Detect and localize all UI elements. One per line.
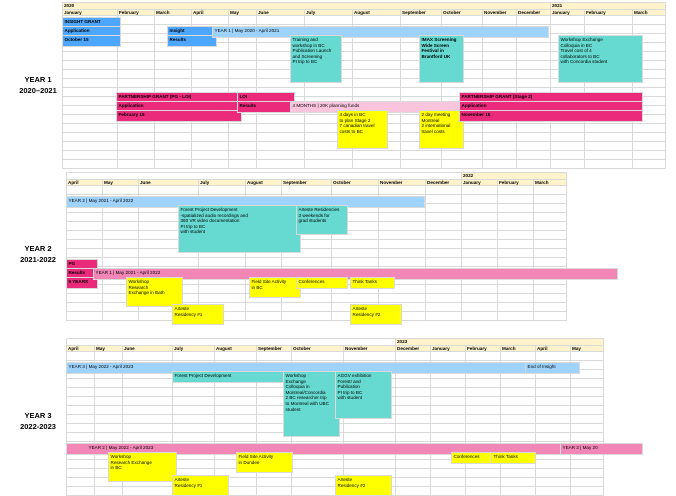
bar-line: YEAR 2 | May 2022 - April 2023 bbox=[88, 445, 154, 450]
bar-workshop-exchange-colloquia-montreal bbox=[283, 371, 340, 437]
section-1-month-header-row bbox=[63, 9, 666, 16]
month-header: December bbox=[426, 179, 462, 186]
bar-line: Exchange bbox=[285, 378, 306, 384]
bar-line: with student bbox=[180, 229, 206, 235]
section-2-month-header-row bbox=[67, 179, 567, 186]
section-2-year-header-row bbox=[67, 173, 567, 180]
bar-line: in BC bbox=[110, 465, 122, 471]
year-3-label bbox=[8, 410, 68, 432]
bar-pg-year1-may2021: YEAR 1 | May 2021 - April 2022 bbox=[93, 268, 618, 280]
bar-training-workshop-bc bbox=[290, 35, 342, 83]
bar-insight-october-15: October 15 bbox=[62, 35, 121, 47]
month-header: November bbox=[379, 179, 426, 186]
bar-year1-may2020: YEAR 1 | May 2020 - April 2021 bbox=[212, 26, 549, 38]
month-header: March bbox=[633, 9, 666, 16]
bar-arteste-residency-1 bbox=[172, 304, 224, 325]
month-header: September bbox=[257, 345, 292, 352]
month-header: May bbox=[103, 179, 139, 186]
month-header: May bbox=[229, 9, 257, 16]
bar-line: Montreal bbox=[421, 117, 440, 123]
month-header: March bbox=[501, 345, 536, 352]
month-header: December bbox=[517, 9, 551, 16]
bar-year3-may2022: YEAR 3 | May 2022 - April 2023 bbox=[66, 362, 530, 374]
year-3-label-line2: 2022-2023 bbox=[20, 422, 56, 431]
bar-line: 7 canadian travel bbox=[339, 123, 375, 129]
bar-line: Colloquia in bbox=[285, 384, 310, 390]
year-header-2023: 2023 bbox=[396, 339, 604, 346]
bar-line: Arteste bbox=[174, 477, 190, 482]
bar-insight-grant: INSIGHT GRANT bbox=[62, 17, 121, 29]
bar-line: Residency #1 bbox=[174, 311, 203, 317]
month-header: November bbox=[483, 9, 517, 16]
bar-line: PI trip to BC bbox=[337, 389, 363, 395]
year-1-label-line1: YEAR 1 bbox=[24, 75, 52, 84]
bar-line: Workshop Exchange bbox=[560, 37, 603, 42]
bar-line: Research Exchange bbox=[110, 459, 152, 465]
month-header: July bbox=[199, 179, 246, 186]
bar-insight-results-value: Results bbox=[167, 35, 217, 47]
month-header: June bbox=[257, 9, 305, 16]
bar-line: to plan Stage 2 bbox=[339, 117, 371, 123]
bar-line: 3 weekends for bbox=[298, 212, 330, 218]
month-header: October bbox=[292, 345, 344, 352]
bar-line: workshop in BC bbox=[292, 42, 325, 48]
month-header: June bbox=[139, 179, 199, 186]
bar-line: Publication bbox=[337, 384, 360, 390]
month-header: October bbox=[332, 179, 379, 186]
bar-line: Forest Project Development bbox=[180, 207, 238, 212]
year-header-2021: 2021 bbox=[551, 3, 666, 10]
bar-line: Travel cost of 4 bbox=[560, 48, 592, 54]
bar-imax-screening bbox=[419, 35, 464, 83]
year-3-label-line1: YEAR 3 bbox=[24, 411, 52, 420]
month-header: February bbox=[498, 179, 534, 186]
bar-arteste-residencies bbox=[296, 205, 348, 235]
month-header: November bbox=[344, 345, 396, 352]
bar-line: -spatialized audio recordings and bbox=[180, 212, 248, 218]
bar-year2-may2021: YEAR 2 | May 2021 - April 2022 bbox=[66, 196, 425, 208]
bar-line: Forest! and bbox=[337, 378, 361, 384]
year-header-spacer bbox=[67, 339, 396, 346]
bar-line: Research bbox=[128, 284, 149, 290]
year-header-spacer bbox=[67, 173, 462, 180]
bar-line: with student bbox=[337, 395, 363, 401]
bar-line: Residency #2 bbox=[352, 311, 381, 317]
bar-pg-year3-may2023: YEAR 3 | May 20 bbox=[560, 443, 643, 455]
bar-line: student bbox=[285, 406, 301, 412]
bar-line: costs to BC bbox=[339, 128, 363, 134]
bar-stage2-november-15: November 15 bbox=[459, 110, 643, 122]
bar-arteste-residency-2 bbox=[350, 304, 402, 325]
month-header: December bbox=[396, 345, 431, 352]
bar-line: AGGV exhibition bbox=[337, 373, 372, 378]
section-1-year-header-row bbox=[63, 3, 666, 10]
month-header: August bbox=[246, 179, 282, 186]
bar-pg-february-15: February 15 bbox=[116, 110, 242, 122]
bar-line: Brantford UK bbox=[421, 53, 451, 59]
bar-conferences: Conferences bbox=[296, 277, 348, 289]
bar-line: 360 VR video documentation bbox=[180, 218, 240, 224]
month-header: October bbox=[442, 9, 483, 16]
month-header: March bbox=[155, 9, 192, 16]
bar-line: Workshop bbox=[128, 279, 150, 284]
bar-line: Training and bbox=[292, 37, 318, 42]
bar-pg-application: Application bbox=[116, 101, 242, 113]
bar-forest-project-development bbox=[178, 205, 301, 253]
month-header: May bbox=[95, 345, 123, 352]
bar-partnership-grant-loi: PARTNERSHIP GRANT (PG - LOI) bbox=[116, 92, 242, 104]
bar-pg-results: Results bbox=[66, 268, 98, 280]
bar-workshop-research-exchange-bc bbox=[108, 452, 177, 482]
month-header: March bbox=[534, 179, 567, 186]
month-header: June bbox=[123, 345, 173, 352]
month-header: February bbox=[466, 345, 501, 352]
month-header: February bbox=[118, 9, 155, 16]
bar-line: travel costs bbox=[421, 128, 445, 134]
bar-line: grad students bbox=[298, 218, 327, 224]
bar-line: with Concordia student bbox=[560, 59, 608, 65]
bar-line: Exchange in Bath bbox=[128, 290, 165, 296]
bar-line: Wide Screen bbox=[421, 42, 450, 48]
bar-insight-results-label: Insight bbox=[167, 26, 217, 38]
month-header: January bbox=[462, 179, 498, 186]
bar-line: to Montreal with UBC bbox=[285, 400, 329, 406]
bar-line: collaborators to BC bbox=[560, 53, 600, 59]
bar-line: 2 day meeting bbox=[421, 112, 451, 117]
year-2-label bbox=[8, 243, 68, 265]
month-header: May bbox=[571, 345, 604, 352]
month-header: August bbox=[353, 9, 401, 16]
month-header: July bbox=[173, 345, 215, 352]
bar-loi-results: Results bbox=[237, 101, 295, 113]
bar-line: 4 days in BC bbox=[339, 112, 366, 117]
section-3-month-header-row bbox=[67, 345, 604, 352]
bar-line: IMAX Screening bbox=[421, 37, 457, 42]
bar-line: Colloquia in BC bbox=[560, 42, 593, 48]
month-header: April bbox=[67, 345, 95, 352]
bar-field-site-activity-bc bbox=[249, 277, 301, 298]
bar-think-tanks-y3: Think Tanks bbox=[491, 452, 536, 464]
month-header: February bbox=[585, 9, 633, 16]
bar-conferences-y3: Conferences bbox=[451, 452, 496, 464]
bar-pg-5-years: 5 YEARS bbox=[66, 277, 98, 289]
month-header: April bbox=[67, 179, 103, 186]
bar-line: Residency #2 bbox=[337, 482, 366, 488]
year-header-2020: 2020 bbox=[63, 3, 551, 10]
bar-line: Arteste bbox=[337, 477, 353, 482]
year-2-label-line2: 2021-2022 bbox=[20, 255, 56, 264]
bar-field-site-activity-dundee bbox=[236, 452, 293, 473]
bar-workshop-exchange-colloquia bbox=[558, 35, 643, 83]
bar-line: Arteste Residencies bbox=[298, 207, 340, 212]
bar-line: Field Site Activity bbox=[238, 454, 274, 459]
bar-2-day-meeting-montreal bbox=[419, 110, 464, 149]
bar-4-months-planning-funds: 4 MONTHS | 20K planning funds bbox=[290, 101, 464, 113]
month-header: September bbox=[282, 179, 332, 186]
section-3-year-header-row bbox=[67, 339, 604, 346]
month-header: July bbox=[305, 9, 353, 16]
year-header-2022: 2022 bbox=[462, 173, 567, 180]
bar-line: Workshop bbox=[285, 373, 307, 378]
month-header: April bbox=[536, 345, 571, 352]
month-header: January bbox=[431, 345, 466, 352]
month-header: April bbox=[192, 9, 229, 16]
bar-end-of-insight: End of Insight bbox=[525, 362, 580, 374]
bar-line: Montreal/Concordia bbox=[285, 389, 326, 395]
bar-line: Festival in bbox=[421, 48, 444, 54]
bar-line: in Dundee bbox=[238, 459, 260, 465]
bar-line: PI trip to BC bbox=[292, 59, 318, 65]
bar-loi-label: LOI bbox=[237, 92, 295, 104]
year-2-label-line1: YEAR 2 bbox=[24, 244, 52, 253]
bar-line: 2 BC researcher trip bbox=[285, 395, 327, 401]
bar-think-tanks: Think Tanks bbox=[350, 277, 395, 289]
bar-aggv-exhibition bbox=[335, 371, 392, 419]
bar-line: 2 international bbox=[421, 123, 451, 129]
bar-workshop-research-exchange-bath bbox=[126, 277, 183, 307]
bar-line: Arteste bbox=[174, 306, 190, 311]
bar-line: Field Site Activity bbox=[251, 279, 287, 284]
bar-forest-project-development-y3: Forest Project Development bbox=[172, 371, 288, 383]
bar-line: Residency #1 bbox=[174, 482, 203, 488]
bar-line: Publication Launch bbox=[292, 48, 332, 54]
bar-line: Arteste bbox=[352, 306, 368, 311]
month-header: January bbox=[63, 9, 118, 16]
bar-line: Workshop bbox=[110, 454, 132, 459]
month-header: August bbox=[215, 345, 257, 352]
year-1-label bbox=[8, 74, 68, 96]
bar-pg-results-label: PG bbox=[66, 259, 98, 271]
month-header: September bbox=[401, 9, 442, 16]
bar-4-days-in-bc bbox=[337, 110, 388, 149]
bar-insight-application: Application bbox=[62, 26, 121, 38]
bar-line: and Screening bbox=[292, 53, 323, 59]
bar-line: in BC bbox=[251, 284, 263, 290]
month-header: January bbox=[551, 9, 585, 16]
bar-stage2-application: Application bbox=[459, 101, 643, 113]
year-1-label-line2: 2020–2021 bbox=[19, 86, 57, 95]
bar-partnership-grant-stage2: PARTNERSHIP GRANT (Stage 2) bbox=[459, 92, 643, 104]
bar-line: PI trip to BC bbox=[180, 223, 206, 229]
